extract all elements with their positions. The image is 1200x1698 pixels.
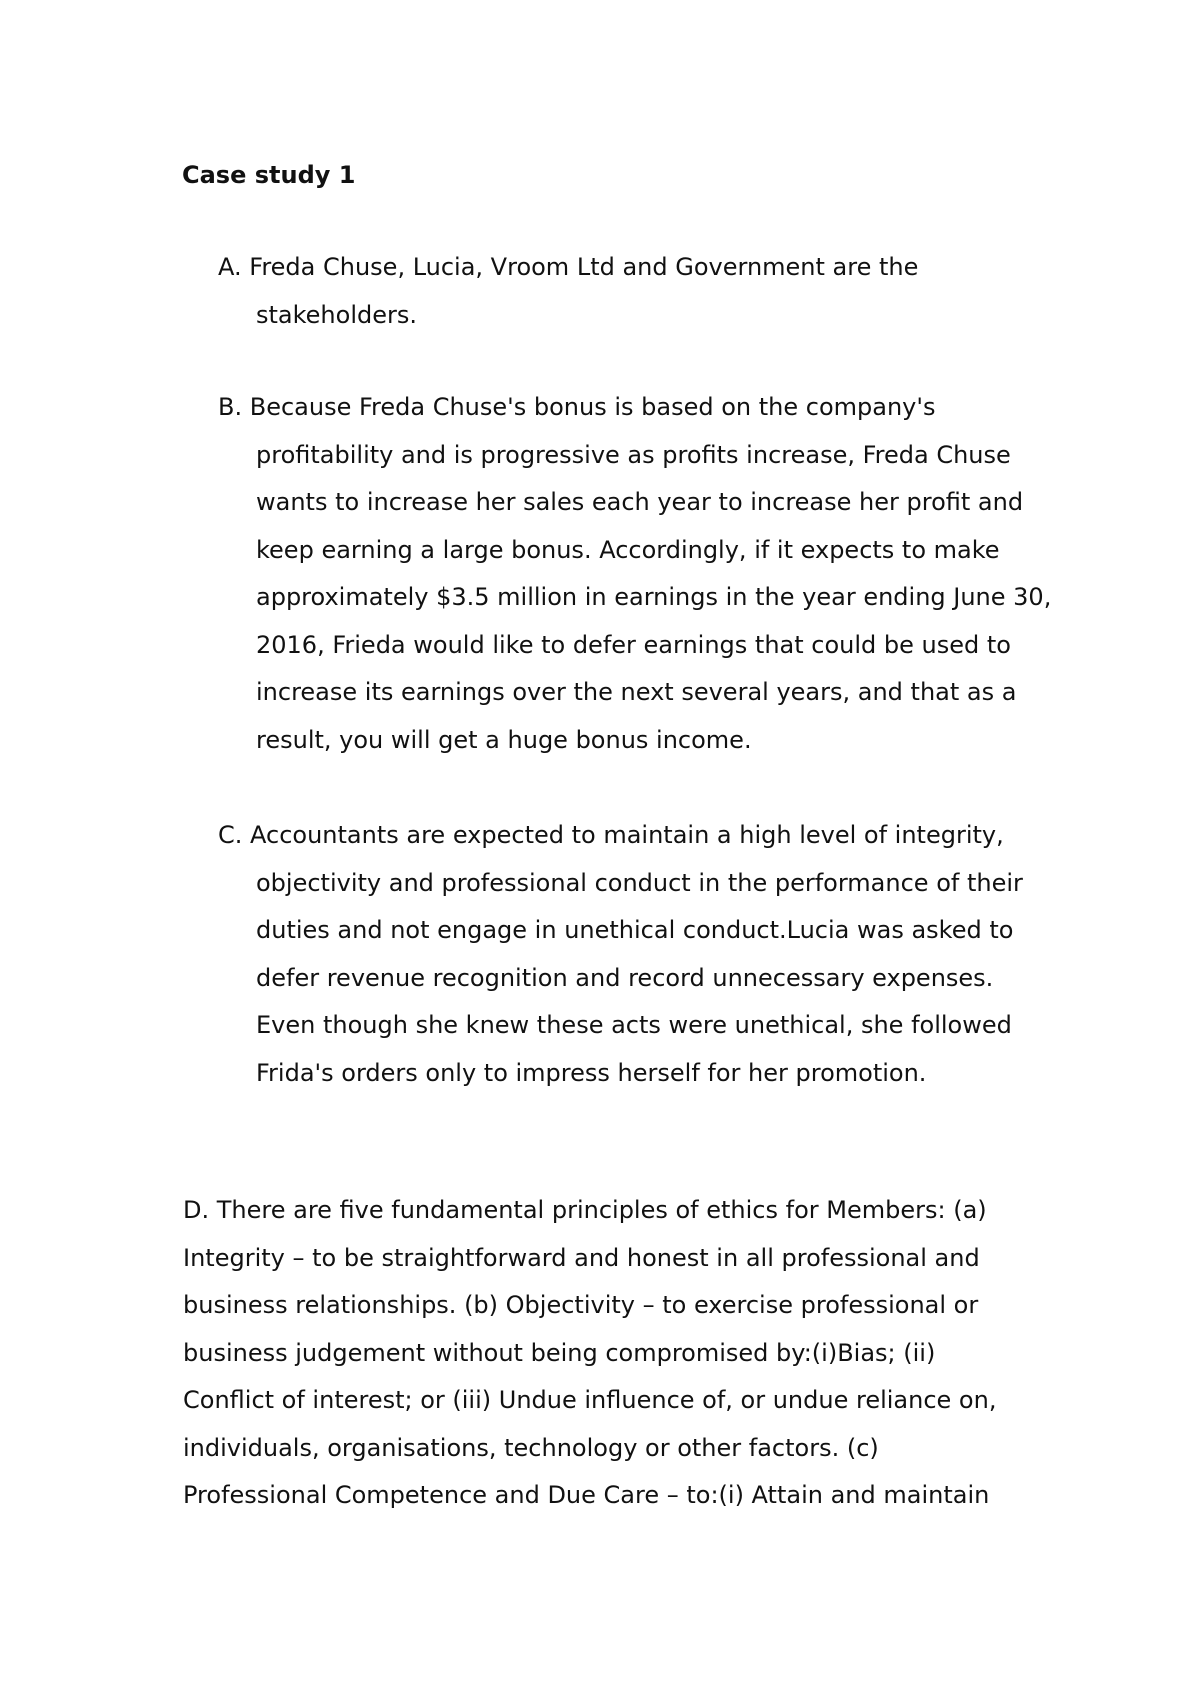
answer-a-paragraph: A. Freda Chuse, Lucia, Vroom Ltd and Government are the stakeholders. — [218, 253, 919, 329]
document-title: Case study 1 — [182, 161, 356, 189]
answer-d-paragraph: D. There are five fundamental principles of ethics for Members: (a) Integrity – to be straightforward and honest in all professional and business relationships. (b) Objectivity – to exercise professional or business judgement without being compromised by:(i)Bias; (ii) Conflict of interest; or (iii) Undue influence of, or undue reliance on, individuals, organisations, technology or other factors. (c) Professional Competence and Due Care – to:(i) Attain and maintain — [183, 1196, 997, 1509]
answer-c-paragraph: C. Accountants are expected to maintain a high level of integrity, objectivity and professional conduct in the performance of their duties and not engage in unethical conduct.Lucia was asked to defer revenue recognition and record unnecessary expenses. Even though she knew these acts were unethical, she followed Frida's orders only to impress herself for her promotion. — [218, 821, 1023, 1087]
answer-b-paragraph: B. Because Freda Chuse's bonus is based on the company's profitability and is progressive as profits increase, Freda Chuse wants to increase her sales each year to increase her profit and keep earning a large bonus. Accordingly, if it expects to make approximately $3.5 million in earnings in the year ending June 30, 2016, Frieda would like to defer earnings that could be used to increase its earnings over the next several years, and that as a result, you will get a huge bonus income. — [218, 393, 1052, 754]
